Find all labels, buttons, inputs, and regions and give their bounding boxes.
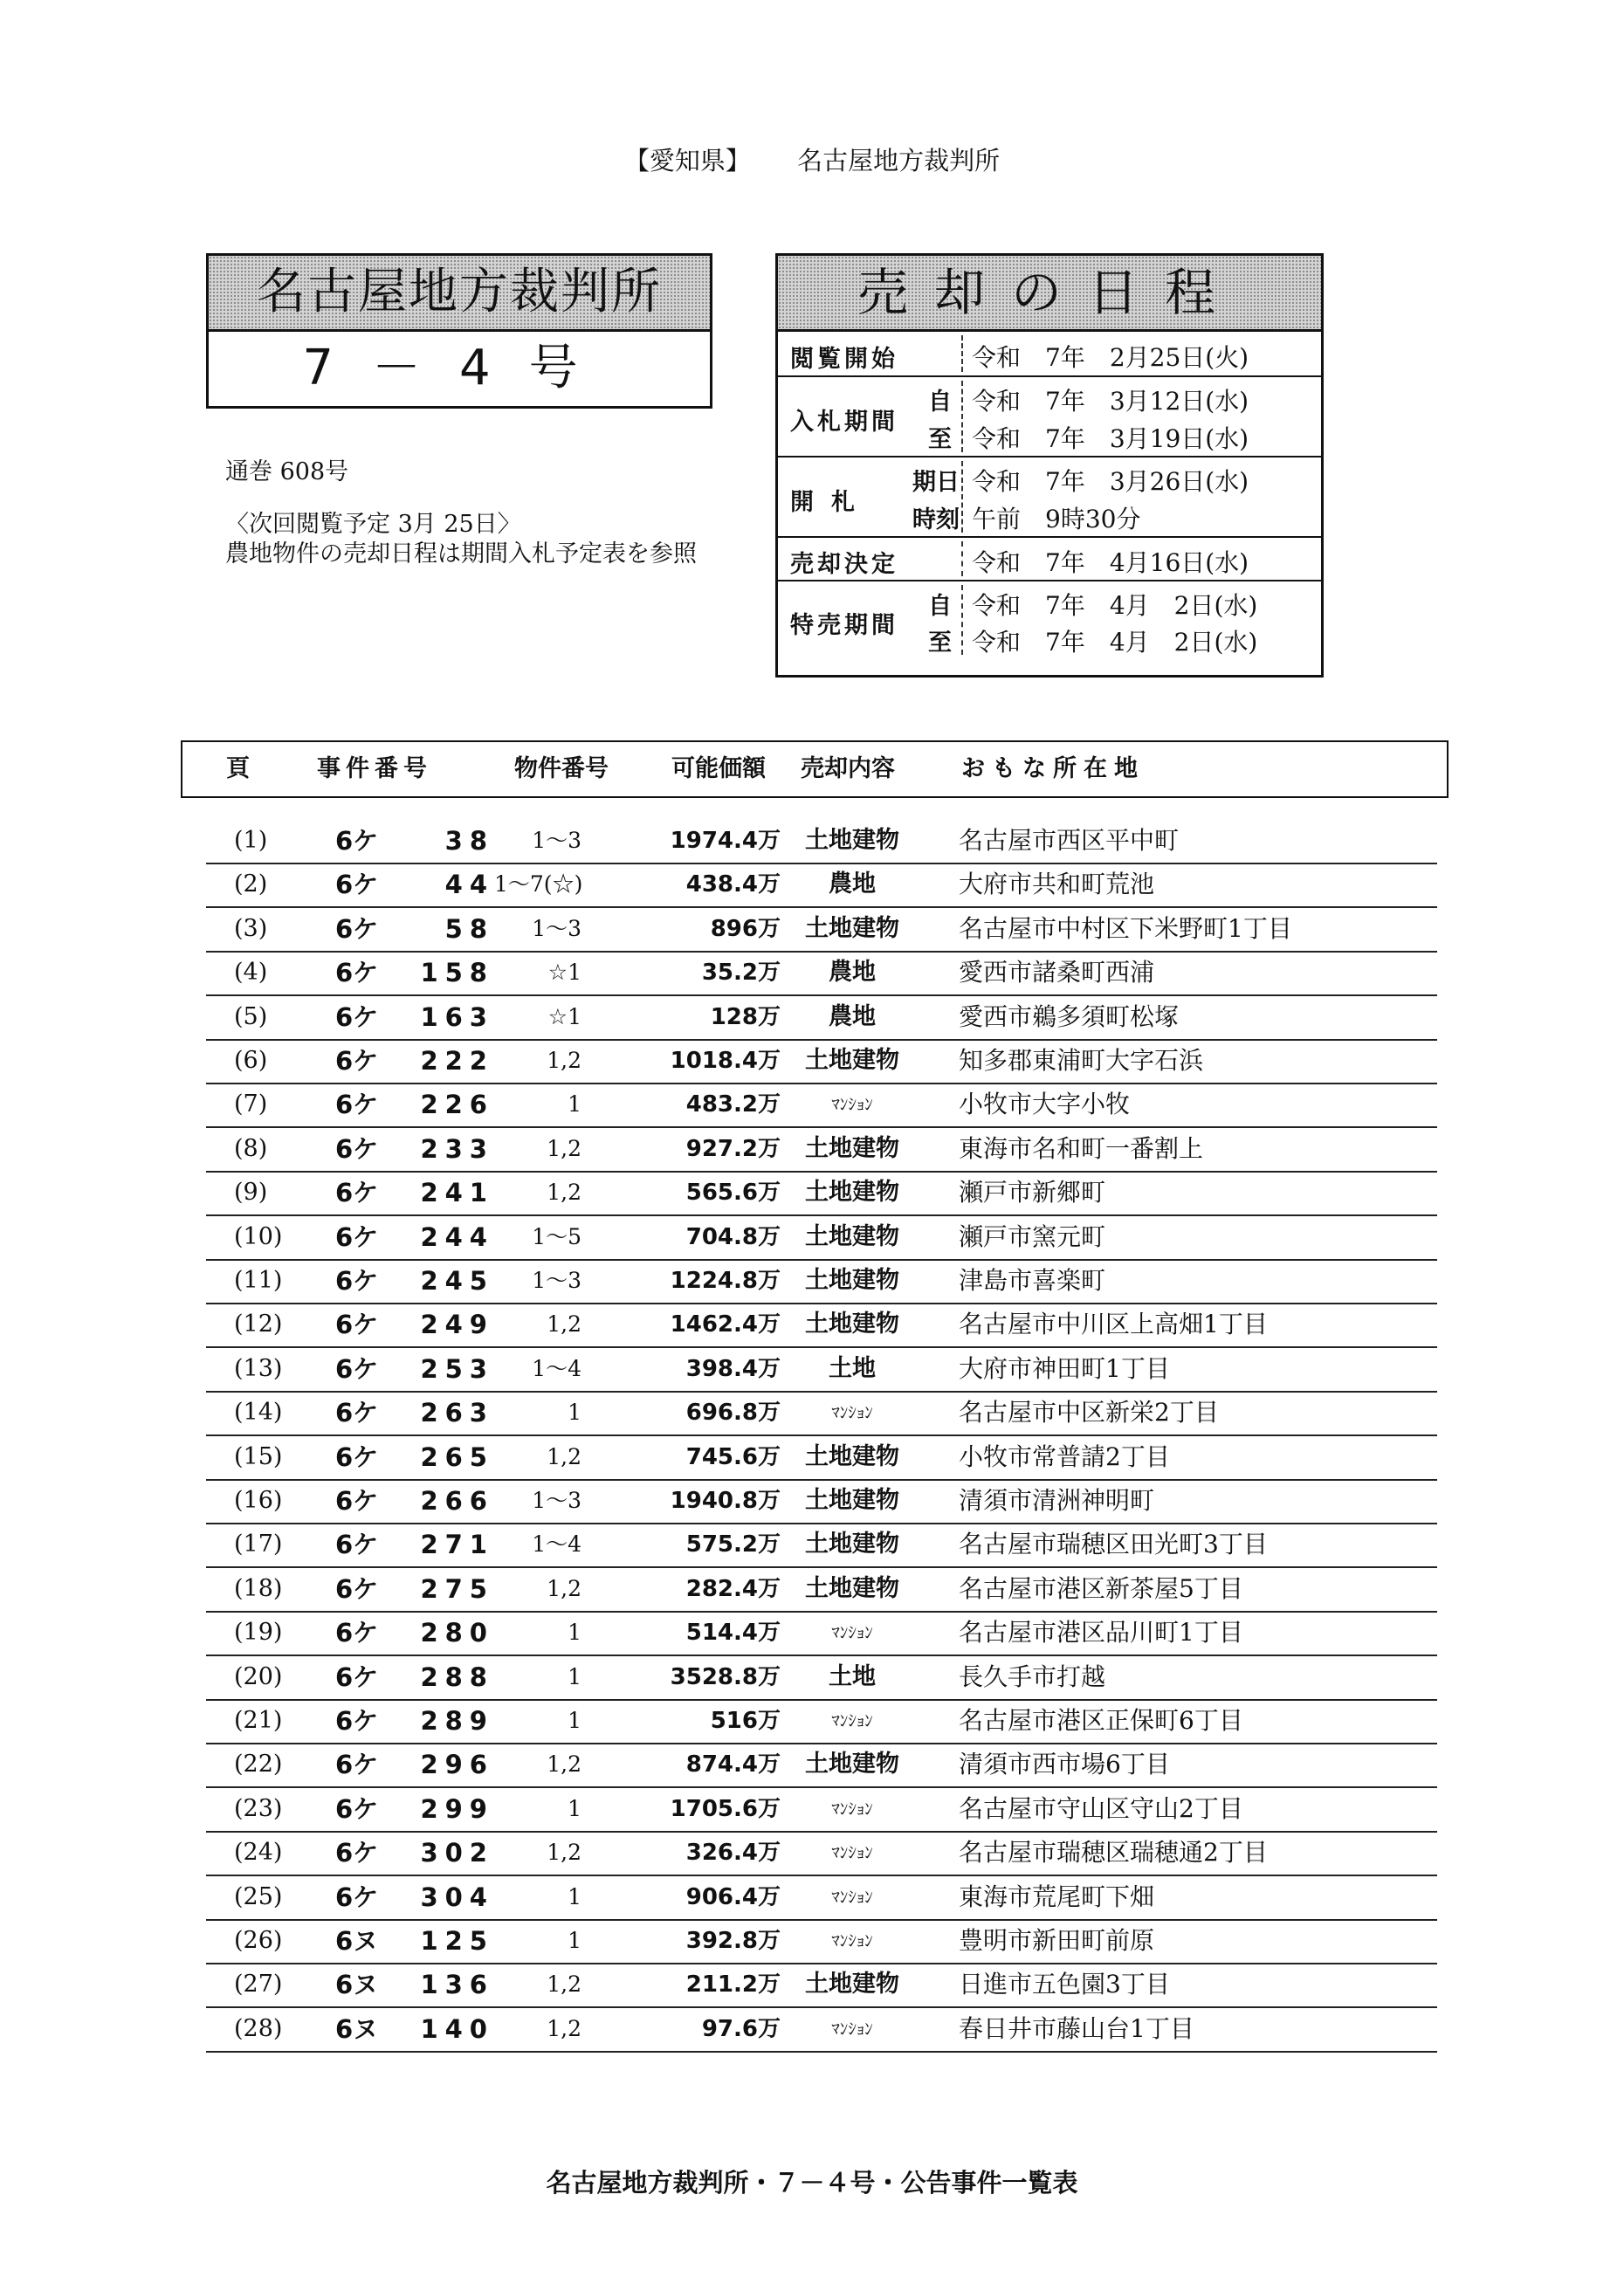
- sale-type: 土地建物: [805, 1487, 899, 1514]
- price: 565.6万: [685, 1180, 781, 1206]
- page-ref: (25): [234, 1883, 283, 1910]
- sale-type: 土地建物: [805, 1047, 899, 1074]
- case-number: 265: [420, 1442, 494, 1472]
- sale-type: ﾏﾝｼｮﾝ: [831, 1843, 873, 1862]
- case-number: 253: [420, 1354, 494, 1384]
- address: 名古屋市中区新栄2丁目: [959, 1398, 1219, 1427]
- case-number: 302: [420, 1838, 494, 1868]
- table-row: [206, 1171, 1437, 1216]
- sale-type: 土地建物: [805, 1223, 899, 1250]
- page-ref: (19): [234, 1619, 283, 1646]
- price: 3528.8万: [670, 1664, 781, 1690]
- address: 長久手市打越: [959, 1662, 1106, 1691]
- item-number: 1～3: [532, 828, 581, 853]
- schedule-label-main: 入札期間: [790, 409, 898, 436]
- item-number: 1～3: [532, 1268, 581, 1293]
- sale-type: 土地建物: [805, 827, 899, 854]
- item-number: 1～3: [532, 1488, 581, 1513]
- case-prefix: 6ケ: [335, 1706, 379, 1736]
- item-number: 1～3: [532, 916, 581, 941]
- case-prefix: 6ケ: [335, 870, 379, 899]
- case-prefix: 6ケ: [335, 1838, 379, 1868]
- case-prefix: 6ケ: [335, 1134, 379, 1164]
- header-sale-type: 売却内容: [801, 755, 895, 782]
- sale-type: 土地建物: [805, 1135, 899, 1162]
- schedule-label: [778, 538, 960, 580]
- table-row: [206, 1875, 1437, 1921]
- price: 1974.4万: [670, 828, 781, 854]
- case-number: 299: [420, 1794, 494, 1824]
- item-number: 1: [568, 1664, 581, 1689]
- item-number: ☆1: [547, 960, 581, 985]
- schedule-label-main: 特売期間: [790, 612, 898, 639]
- case-number: 140: [420, 2014, 494, 2044]
- item-number: 1,2: [547, 1751, 581, 1777]
- schedule-label: [778, 581, 960, 658]
- table-row: [206, 1699, 1437, 1744]
- schedule-label: [778, 377, 960, 456]
- page-ref: (28): [234, 2015, 283, 2042]
- schedule-value: 午前 9時30分: [972, 505, 1141, 533]
- case-number: 44: [444, 870, 494, 899]
- case-number: 280: [420, 1618, 494, 1648]
- table-row: [206, 1083, 1437, 1128]
- table-row: [206, 1919, 1437, 1964]
- case-number: 304: [420, 1882, 494, 1912]
- schedule-row: [778, 332, 1321, 377]
- case-prefix: 6ケ: [335, 1178, 379, 1207]
- sale-type: ﾏﾝｼｮﾝ: [831, 1931, 873, 1950]
- case-number: 249: [420, 1310, 494, 1339]
- table-row: [206, 1303, 1437, 1348]
- case-prefix: 6ヌ: [335, 1926, 379, 1956]
- address: 日進市五色園3丁目: [959, 1970, 1170, 1999]
- price: 575.2万: [685, 1531, 781, 1558]
- price: 438.4万: [685, 871, 781, 898]
- address: 名古屋市中川区上高畑1丁目: [959, 1310, 1268, 1338]
- prefecture-label: 【愛知県】: [623, 146, 751, 175]
- volume-number: 通巻 608号: [225, 458, 349, 485]
- address: 瀬戸市新郷町: [959, 1178, 1106, 1207]
- case-number: 263: [420, 1398, 494, 1428]
- case-prefix: 6ケ: [335, 1794, 379, 1824]
- case-prefix: 6ヌ: [335, 2014, 379, 2044]
- address: 名古屋市西区平中町: [959, 826, 1180, 855]
- item-number: 1,2: [547, 1311, 581, 1337]
- table-row: [206, 1391, 1437, 1436]
- address: 大府市共和町荒池: [959, 870, 1155, 898]
- table-row: [206, 1127, 1437, 1173]
- page-ref: (18): [234, 1575, 283, 1602]
- address: 名古屋市瑞穂区瑞穂通2丁目: [959, 1838, 1268, 1867]
- sale-type: 土地建物: [805, 1531, 899, 1558]
- case-number: 226: [420, 1090, 494, 1119]
- schedule-value: 令和 7年 4月16日(水): [972, 548, 1249, 577]
- header-address: おもな所在地: [961, 755, 1145, 782]
- case-number: 233: [420, 1134, 494, 1164]
- case-prefix: 6ヌ: [335, 1970, 379, 1999]
- address: 清須市西市場6丁目: [959, 1750, 1170, 1778]
- next-viewing-note: 〈次回閲覧予定 3月 25日〉: [225, 511, 521, 538]
- item-number: 1: [568, 1091, 581, 1117]
- price: 704.8万: [685, 1224, 781, 1250]
- page-footer: 名古屋地方裁判所・７－４号・公告事件一覧表: [546, 2168, 1078, 2198]
- item-number: 1,2: [547, 1180, 581, 1205]
- page-ref: (7): [234, 1090, 268, 1118]
- sale-type: 農地: [829, 870, 876, 898]
- schedule-label-sub: 至: [928, 426, 952, 453]
- table-row: [206, 1347, 1437, 1393]
- schedule-label-main: 売却決定: [790, 551, 898, 578]
- case-prefix: 6ケ: [335, 1618, 379, 1648]
- item-number: 1,2: [547, 1136, 581, 1161]
- item-number: 1～7(☆): [494, 871, 583, 897]
- case-number: 222: [420, 1046, 494, 1076]
- schedule-label-main: 閲覧開始: [790, 346, 898, 373]
- item-number: 1: [568, 1796, 581, 1821]
- court-label: 名古屋地方裁判所: [797, 146, 1001, 175]
- table-row: [206, 863, 1437, 908]
- address: 知多郡東浦町大字石浜: [959, 1046, 1204, 1075]
- table-row: [206, 2007, 1437, 2053]
- price: 1224.8万: [670, 1268, 781, 1294]
- price: 211.2万: [685, 1971, 781, 1998]
- sale-type: 土地建物: [805, 1311, 899, 1338]
- sale-type: 土地建物: [805, 1751, 899, 1778]
- sale-type: 土地建物: [805, 915, 899, 942]
- price: 97.6万: [701, 2016, 781, 2042]
- address: 名古屋市港区正保町6丁目: [959, 1706, 1243, 1735]
- court-name: 名古屋地方裁判所: [209, 256, 710, 332]
- table-header: [181, 740, 1449, 798]
- address: 豊明市新田町前原: [959, 1926, 1155, 1955]
- schedule-divider: [961, 381, 963, 452]
- table-row: [206, 1479, 1437, 1524]
- table-row: [206, 1435, 1437, 1481]
- address: 名古屋市中村区下米野町1丁目: [959, 914, 1292, 943]
- table-row: [206, 1743, 1437, 1788]
- sale-type: 農地: [829, 959, 876, 986]
- schedule-value: 令和 7年 2月25日(火): [972, 343, 1249, 372]
- page-ref: (22): [234, 1751, 283, 1778]
- item-number: 1,2: [547, 1048, 581, 1073]
- address: 瀬戸市窯元町: [959, 1222, 1106, 1251]
- case-number: 244: [420, 1222, 494, 1252]
- schedule-label-sub: 至: [928, 630, 952, 657]
- page-header: [0, 141, 1624, 177]
- price: 906.4万: [685, 1884, 781, 1910]
- case-prefix: 6ケ: [335, 1530, 379, 1559]
- case-number: 275: [420, 1574, 494, 1604]
- page-ref: (24): [234, 1839, 283, 1866]
- price: 745.6万: [685, 1444, 781, 1470]
- page-ref: (9): [234, 1179, 268, 1206]
- sale-type: 土地: [829, 1355, 876, 1382]
- address: 愛西市諸桑町西浦: [959, 958, 1155, 987]
- table-row: [206, 995, 1437, 1041]
- address: 東海市名和町一番割上: [959, 1134, 1204, 1163]
- page-ref: (14): [234, 1399, 283, 1426]
- price: 398.4万: [685, 1356, 781, 1382]
- case-number: 289: [420, 1706, 494, 1736]
- sale-type: 土地建物: [805, 1179, 899, 1206]
- case-prefix: 6ケ: [335, 1354, 379, 1384]
- schedule-row: [778, 458, 1321, 538]
- case-number: 125: [420, 1926, 494, 1956]
- item-number: ☆1: [547, 1004, 581, 1029]
- table-row: [206, 1831, 1437, 1876]
- case-prefix: 6ケ: [335, 1310, 379, 1339]
- case-number: 288: [420, 1662, 494, 1692]
- schedule-label: [778, 458, 960, 536]
- case-number: 163: [420, 1002, 494, 1032]
- price: 874.4万: [685, 1751, 781, 1778]
- sale-type: ﾏﾝｼｮﾝ: [831, 2019, 873, 2039]
- price: 516万: [710, 1708, 781, 1734]
- item-number: 1～4: [532, 1356, 581, 1381]
- price: 927.2万: [685, 1136, 781, 1162]
- schedule-value: 令和 7年 3月12日(水): [972, 387, 1249, 416]
- item-number: 1,2: [547, 2016, 581, 2041]
- address: 愛西市鵜多須町松塚: [959, 1002, 1180, 1031]
- sale-type: 土地建物: [805, 1575, 899, 1602]
- price: 514.4万: [685, 1620, 781, 1646]
- page-ref: (23): [234, 1795, 283, 1822]
- case-number: 38: [444, 826, 494, 856]
- table-row: [206, 1611, 1437, 1656]
- item-number: 1: [568, 1928, 581, 1953]
- case-number: 58: [444, 914, 494, 944]
- case-prefix: 6ケ: [335, 1442, 379, 1472]
- schedule-divider: [961, 585, 963, 655]
- case-prefix: 6ケ: [335, 1882, 379, 1912]
- address: 清須市清洲神明町: [959, 1486, 1155, 1515]
- sale-schedule-box: [775, 253, 1324, 678]
- table-row: [206, 1215, 1437, 1261]
- item-number: 1: [568, 1884, 581, 1909]
- page-ref: (20): [234, 1663, 283, 1690]
- schedule-label-sub: 期日: [912, 469, 960, 496]
- page-ref: (11): [234, 1267, 283, 1294]
- case-number: 158: [420, 958, 494, 987]
- case-prefix: 6ケ: [335, 1750, 379, 1779]
- schedule-value: 令和 7年 3月19日(水): [972, 424, 1249, 453]
- item-number: 1,2: [547, 1444, 581, 1469]
- item-number: 1: [568, 1620, 581, 1645]
- schedule-row: [778, 538, 1321, 581]
- page-ref: (6): [234, 1047, 268, 1074]
- sale-type: ﾏﾝｼｮﾝ: [831, 1623, 873, 1642]
- address: 名古屋市守山区守山2丁目: [959, 1794, 1243, 1823]
- price: 1462.4万: [670, 1311, 781, 1338]
- item-number: 1: [568, 1708, 581, 1733]
- table-row: [206, 907, 1437, 953]
- item-number: 1,2: [547, 1971, 581, 1997]
- case-prefix: 6ケ: [335, 914, 379, 944]
- case-prefix: 6ケ: [335, 1266, 379, 1296]
- item-number: 1,2: [547, 1576, 581, 1601]
- case-number: 266: [420, 1486, 494, 1516]
- schedule-label-sub: 自: [928, 593, 952, 620]
- case-number: 136: [420, 1970, 494, 1999]
- price: 128万: [710, 1004, 781, 1030]
- header-price: 可能価額: [671, 755, 766, 782]
- case-prefix: 6ケ: [335, 1090, 379, 1119]
- price: 696.8万: [685, 1400, 781, 1426]
- page-ref: (16): [234, 1487, 283, 1514]
- page-ref: (15): [234, 1443, 283, 1470]
- schedule-divider: [961, 541, 963, 576]
- sale-type: 土地建物: [805, 1443, 899, 1470]
- schedule-label-main: 開札: [790, 489, 872, 516]
- sale-type: ﾏﾝｼｮﾝ: [831, 1888, 873, 1907]
- sale-type: 土地建物: [805, 1971, 899, 1998]
- case-prefix: 6ケ: [335, 826, 379, 856]
- table-row: [206, 1567, 1437, 1613]
- page-ref: (1): [234, 827, 268, 854]
- schedule-divider: [961, 461, 963, 533]
- page-ref: (5): [234, 1003, 268, 1030]
- table-row: [206, 1523, 1437, 1568]
- item-number: 1～4: [532, 1531, 581, 1557]
- price: 392.8万: [685, 1928, 781, 1954]
- schedule-value: 令和 7年 4月 2日(水): [972, 628, 1258, 657]
- sale-type: ﾏﾝｼｮﾝ: [831, 1799, 873, 1819]
- table-row: [206, 951, 1437, 996]
- schedule-value: 令和 7年 4月 2日(水): [972, 591, 1258, 620]
- case-prefix: 6ケ: [335, 1222, 379, 1252]
- sale-type: 土地建物: [805, 1267, 899, 1294]
- page-ref: (10): [234, 1223, 283, 1250]
- table-row: [206, 1039, 1437, 1084]
- table-row: [206, 1655, 1437, 1701]
- address: 名古屋市港区品川町1丁目: [959, 1618, 1243, 1647]
- page-ref: (26): [234, 1927, 283, 1954]
- case-prefix: 6ケ: [335, 958, 379, 987]
- case-number: 271: [420, 1530, 494, 1559]
- case-prefix: 6ケ: [335, 1486, 379, 1516]
- item-number: 1,2: [547, 1840, 581, 1865]
- case-prefix: 6ケ: [335, 1662, 379, 1692]
- price: 1705.6万: [670, 1796, 781, 1822]
- page-ref: (27): [234, 1971, 283, 1998]
- item-number: 1: [568, 1400, 581, 1425]
- schedule-label: [778, 332, 960, 375]
- page-ref: (8): [234, 1135, 268, 1162]
- table-row: [206, 1787, 1437, 1833]
- address: 東海市荒尾町下畑: [959, 1882, 1155, 1911]
- issue-number: 7－4号: [302, 340, 616, 396]
- page-ref: (3): [234, 915, 268, 942]
- page-ref: (4): [234, 959, 268, 986]
- address: 津島市喜楽町: [959, 1266, 1106, 1295]
- table-row: [206, 1259, 1437, 1304]
- case-number: 245: [420, 1266, 494, 1296]
- schedule-divider: [961, 335, 963, 372]
- page-ref: (13): [234, 1355, 283, 1382]
- schedule-title: 売却の日程: [778, 256, 1321, 332]
- page-ref: (21): [234, 1707, 283, 1734]
- schedule-row: [778, 377, 1321, 458]
- price: 35.2万: [701, 960, 781, 986]
- page-ref: (2): [234, 870, 268, 898]
- case-number: 241: [420, 1178, 494, 1207]
- court-box: [206, 253, 712, 409]
- header-page: 頁: [226, 755, 250, 782]
- address: 小牧市大字小牧: [959, 1090, 1131, 1118]
- schedule-value: 令和 7年 3月26日(水): [972, 467, 1249, 496]
- case-prefix: 6ケ: [335, 1046, 379, 1076]
- price: 1018.4万: [670, 1048, 781, 1074]
- price: 1940.8万: [670, 1488, 781, 1514]
- price: 326.4万: [685, 1840, 781, 1866]
- address: 大府市神田町1丁目: [959, 1354, 1170, 1383]
- page-ref: (17): [234, 1531, 283, 1558]
- sale-type: ﾏﾝｼｮﾝ: [831, 1711, 873, 1730]
- sale-type: 農地: [829, 1003, 876, 1030]
- table-row: [206, 819, 1437, 864]
- table-row: [206, 1963, 1437, 2008]
- item-number: 1～5: [532, 1224, 581, 1249]
- address: 名古屋市瑞穂区田光町3丁目: [959, 1530, 1268, 1558]
- sale-type: ﾏﾝｼｮﾝ: [831, 1403, 873, 1422]
- sale-type: ﾏﾝｼｮﾝ: [831, 1095, 873, 1114]
- schedule-label-sub: 時刻: [912, 506, 960, 533]
- price: 896万: [710, 916, 781, 942]
- address: 小牧市常普請2丁目: [959, 1442, 1170, 1471]
- case-prefix: 6ケ: [335, 1002, 379, 1032]
- case-prefix: 6ケ: [335, 1398, 379, 1428]
- page-ref: (12): [234, 1311, 283, 1338]
- case-number: 296: [420, 1750, 494, 1779]
- address: 名古屋市港区新茶屋5丁目: [959, 1574, 1243, 1603]
- farm-schedule-note: 農地物件の売却日程は期間入札予定表を参照: [225, 540, 697, 568]
- price: 282.4万: [685, 1576, 781, 1602]
- case-prefix: 6ケ: [335, 1574, 379, 1604]
- schedule-row: [778, 581, 1321, 658]
- sale-type: 土地: [829, 1663, 876, 1690]
- header-item-number: 物件番号: [514, 755, 609, 782]
- price: 483.2万: [685, 1091, 781, 1118]
- header-case-number: 事件番号: [317, 755, 432, 782]
- schedule-label-sub: 自: [928, 389, 952, 416]
- address: 春日井市藤山台1丁目: [959, 2014, 1194, 2043]
